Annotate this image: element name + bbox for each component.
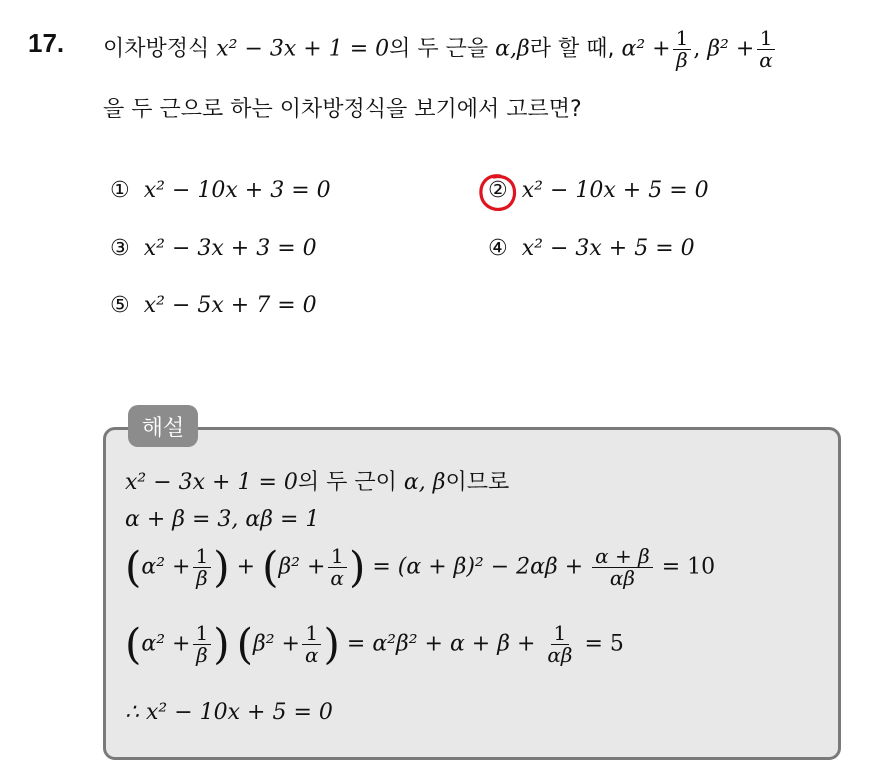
solution-fraction: $\frac{1}{\beta}$ (193, 546, 212, 589)
solution-line-3: (α² + $\frac{1}{\beta}$ ) + (β² + $\frac{1}{\alpha}$ ) = (α + β)² − 2αβ + $\frac{\alpha + \beta}{\alpha\beta}$ = 10 (125, 542, 716, 592)
solution-line-5 (125, 700, 333, 725)
choice-4[interactable] (488, 236, 695, 261)
solution-line-2 (125, 507, 319, 532)
answer-circle-mark (477, 172, 519, 214)
question-expr-1: α² + (621, 36, 671, 62)
question-text-a: 이차방정식 (103, 36, 210, 62)
choice-equation: x² − 3x + 3 = 0 (143, 236, 317, 261)
solution-line-4: (α² + $\frac{1}{\beta}$ ) (β² + $\frac{1}{\alpha}$ ) = α²β² + α + β + $\frac{1}{\alpha\beta}$ = 5 (125, 619, 624, 669)
solution-fraction: $\frac{1}{\beta}$ (193, 623, 212, 666)
solution-sum-product: α + β = 3, αβ = 1 (125, 507, 320, 532)
choice-equation: x² − 3x + 5 = 0 (521, 236, 695, 261)
question-vars: α,β (495, 36, 530, 62)
solution-fraction: $\frac{1}{\alpha\beta}$ (547, 621, 573, 667)
choice-5[interactable] (110, 293, 317, 318)
solution-fraction: $\frac{1}{\alpha}$ (302, 623, 322, 666)
choice-1[interactable] (110, 178, 331, 203)
question-comma: , (693, 36, 701, 62)
question-text-c: 라 할 때, (529, 36, 615, 62)
choice-equation: x² − 10x + 5 = 0 (521, 178, 709, 203)
question-number: 17. (28, 28, 65, 58)
solution-line-1 (125, 465, 509, 496)
solution-text-2: 이므로 (445, 470, 510, 495)
question-line-1 (103, 28, 778, 71)
choice-number: ② (488, 178, 508, 203)
choice-3[interactable] (110, 236, 317, 261)
question-fraction-2: $\frac{1}{\alpha}$ (756, 28, 776, 71)
question-text-line-2: 을 두 근으로 하는 이차방정식을 보기에서 고르면? (103, 97, 582, 122)
choice-number: ① (110, 178, 130, 203)
question-expr-2: β² + (707, 36, 755, 62)
question-line-2 (103, 92, 582, 123)
choice-number: ⑤ (110, 293, 130, 318)
question-equation: x² − 3x + 1 = 0 (216, 36, 390, 62)
solution-text: 의 두 근이 (297, 470, 397, 495)
choice-2[interactable] (488, 178, 709, 203)
solution-fraction: $\frac{\alpha + \beta}{\alpha\beta}$ (592, 546, 653, 589)
solution-conclusion: ∴ x² − 10x + 5 = 0 (125, 700, 333, 725)
question-text-b: 의 두 근을 (389, 36, 489, 62)
solution-tag: 해설 (128, 405, 198, 447)
choice-number: ④ (488, 236, 508, 261)
choice-equation: x² − 10x + 3 = 0 (143, 178, 331, 203)
choice-number: ③ (110, 236, 130, 261)
choice-equation: x² − 5x + 7 = 0 (143, 293, 317, 318)
solution-equation: x² − 3x + 1 = 0 (125, 470, 298, 495)
solution-vars: α, β (403, 470, 446, 495)
solution-fraction: $\frac{1}{\alpha}$ (327, 546, 347, 589)
question-fraction-1: $\frac{1}{\beta}$ (673, 28, 692, 71)
